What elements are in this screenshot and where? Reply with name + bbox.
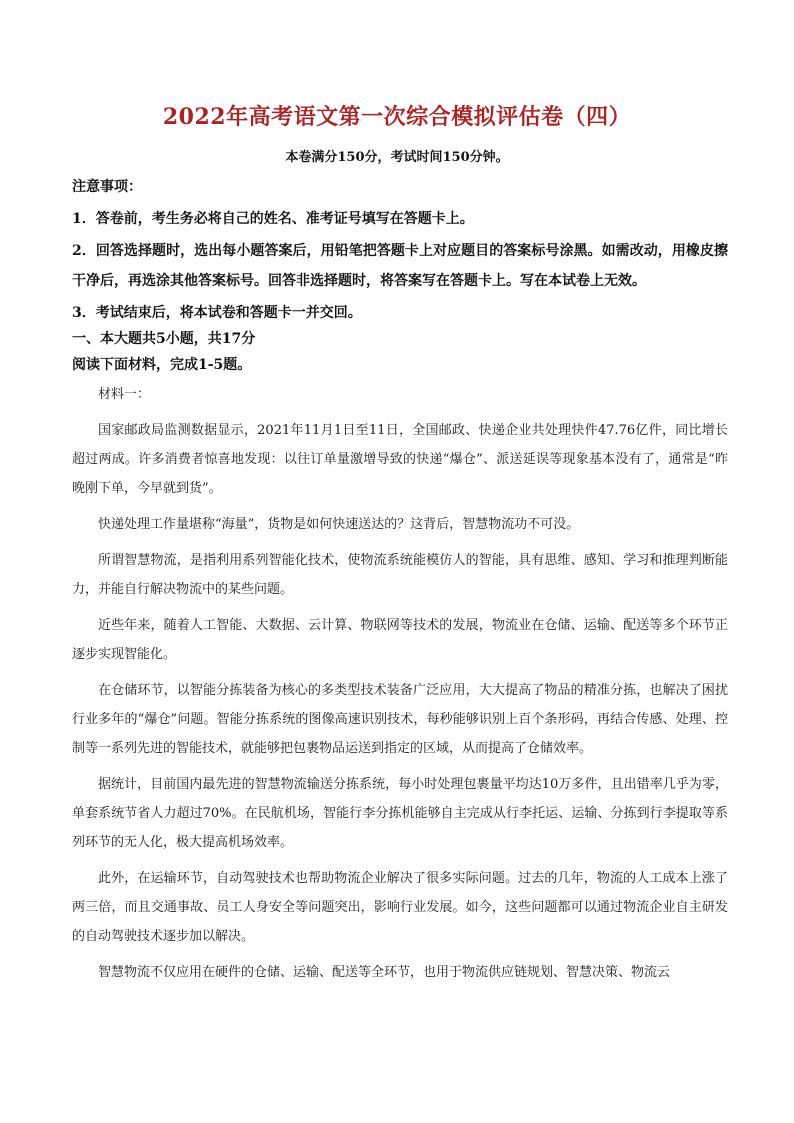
passage-paragraph: 近些年来，随着人工智能、大数据、云计算、物联网等技术的发展，物流业在仓储、运输、配送等多个环节正逐步实现智能化。 [72,618,728,662]
passage-paragraph: 此外，在运输环节，自动驾驶技术也帮助物流企业解决了很多实际问题。过去的几年，物流的人工成本上涨了两三倍，而且交通事故、员工人身安全等问题突出，影响行业发展。如今，这些问题都可以通过物流企业自主研发的自动驾驶技术逐步加以解决。 [72,871,728,944]
notice-heading: 注意事项： [72,179,142,195]
passage-paragraph: 材料一： [98,387,151,402]
notice-item-3: 3．考试结束后，将本试卷和答题卡一并交回。 [72,305,362,321]
passage-paragraph: 智慧物流不仅应用在硬件的仓储、运输、配送等全环节，也用于物流供应链规划、智慧决策、物流云 [98,965,671,980]
passage-paragraph: 据统计，目前国内最先进的智慧物流输送分拣系统，每小时处理包裹量平均达10万多件，且出错率几乎为零，单套系统节省人力超过70%。在民航机场，智能行李分拣机能够自主完成从行李托运、运输、分拣到行李提取等系列环节的无人化，极大提高机场效率。 [72,777,728,850]
reading-passage [72,380,728,987]
exam-title: 2022年高考语文第一次综合模拟评估卷（四） [162,104,632,130]
passage-paragraph: 国家邮政局监测数据显示，2021年11月1日至11日，全国邮政、快递企业共处理快件47.76亿件，同比增长超过两成。许多消费者惊喜地发现：以往订单量激增导致的快递“爆仓”、派送延误等现象基本没有了，通常是“昨晚刚下单，今早就到货”。 [72,423,728,496]
section-heading: 一、本大题共5小题，共17分 [72,331,256,347]
notice-item-1: 1．答卷前，考生务必将自己的姓名、准考证号填写在答题卡上。 [72,211,474,227]
reading-instruction: 阅读下面材料，完成1-5题。 [72,357,252,373]
exam-subtitle: 本卷满分150分，考试时间150分钟。 [285,150,509,165]
passage-paragraph: 所谓智慧物流，是指利用系列智能化技术，使物流系统能模仿人的智能，具有思维、感知、学习和推理判断能力，并能自行解决物流中的某些问题。 [72,553,728,597]
passage-paragraph: 快递处理工作量堪称“海量”，货物是如何快速送达的？这背后，智慧物流功不可没。 [98,517,580,532]
passage-paragraph: 在仓储环节，以智能分拣装备为核心的多类型技术装备广泛应用，大大提高了物品的精准分拣，也解决了困扰行业多年的“爆仓”问题。智能分拣系统的图像高速识别技术，每秒能够识别上百个条形码，再结合传感、处理、控制等一系列先进的智能技术，就能够把包裹物品运送到指定的区域，从而提高了仓储效率。 [72,683,728,756]
notice-item-2: 2．回答选择题时，选出每小题答案后，用铅笔把答题卡上对应题目的答案标号涂黑。如需改动，用橡皮擦干净后，再选涂其他答案标号。回答非选择题时，将答案写在答题卡上。写在本试卷上无效。 [72,243,728,289]
